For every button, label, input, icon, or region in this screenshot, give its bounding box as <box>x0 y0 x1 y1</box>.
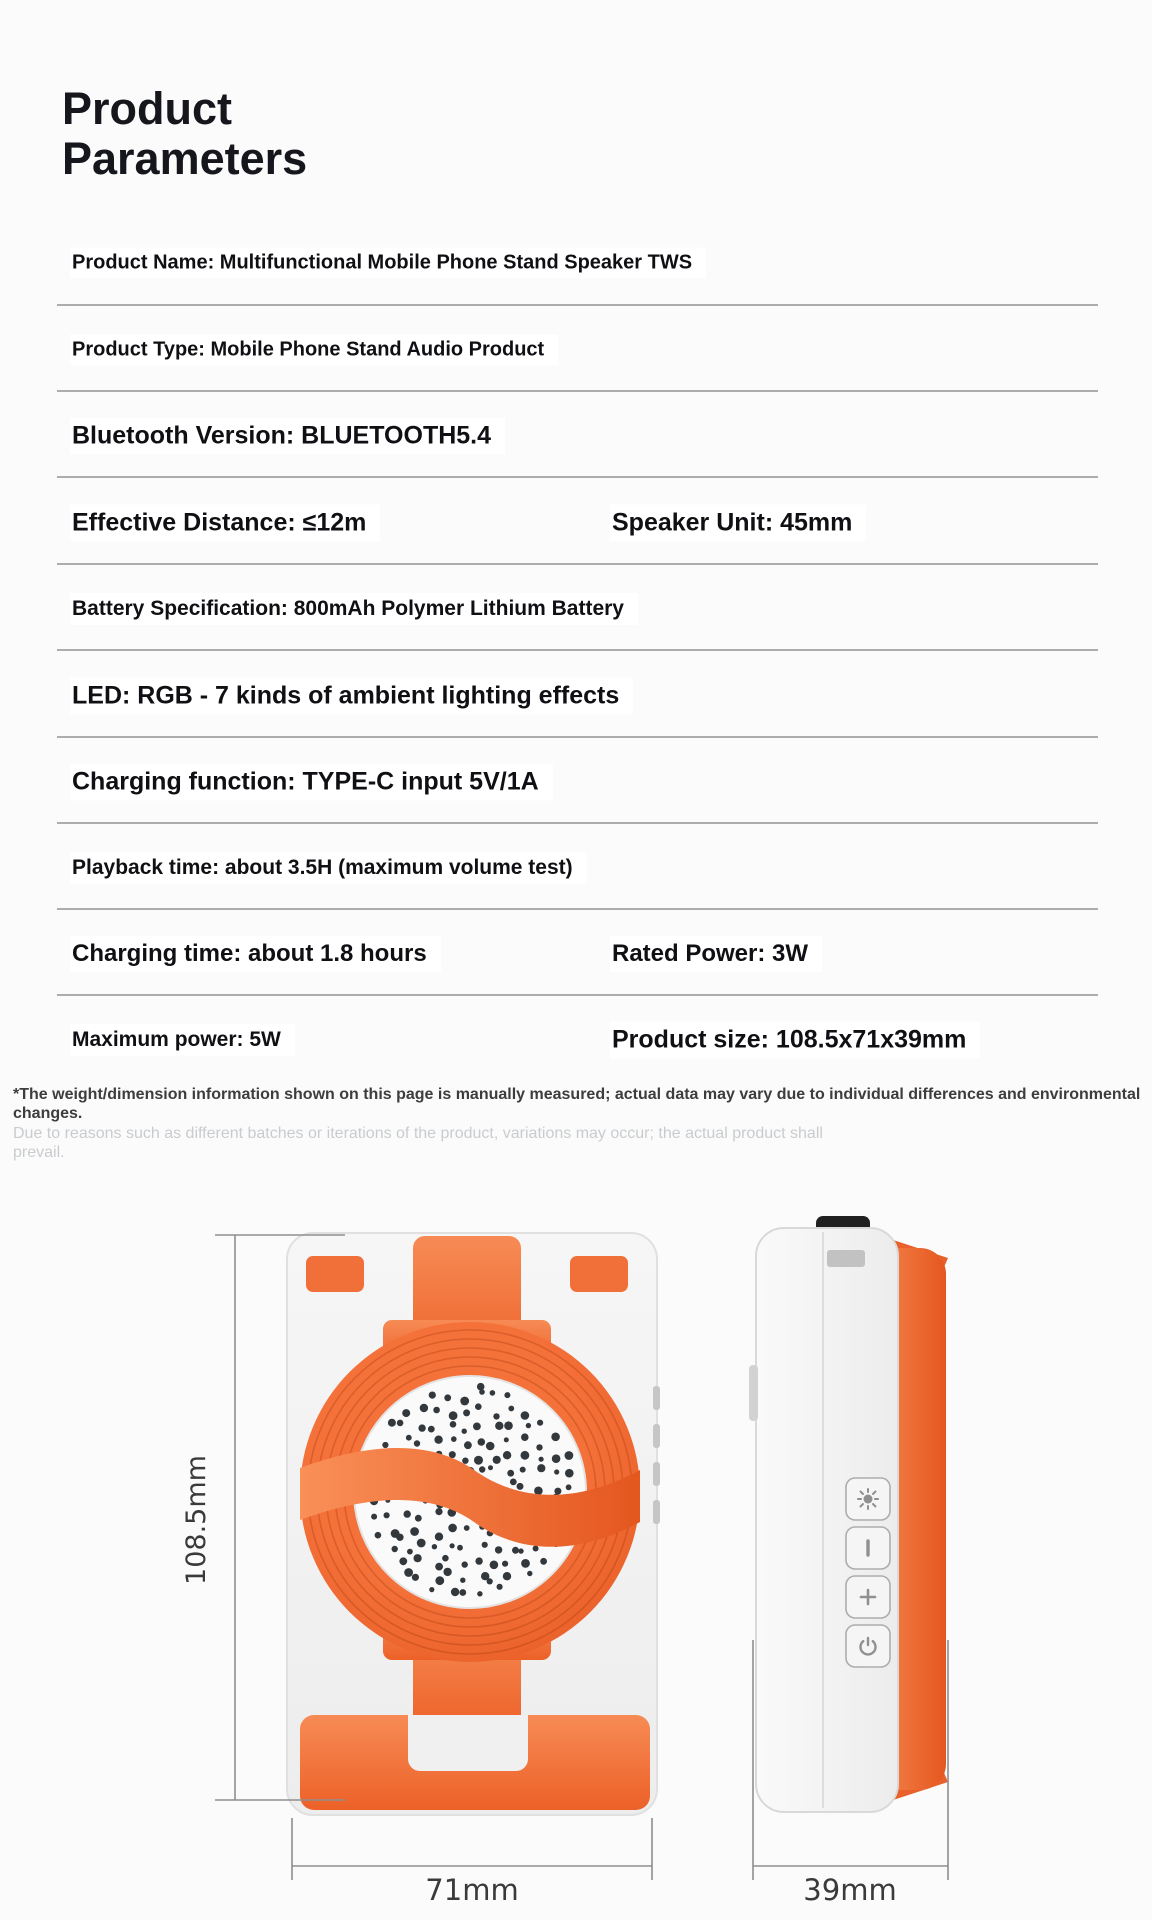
spec-text: Product Type: Mobile Phone Stand Audio Product <box>70 335 558 366</box>
front-kickstand-notch <box>408 1715 528 1771</box>
front-ear-left <box>306 1256 364 1292</box>
divider <box>57 304 1098 306</box>
spec-row-led <box>0 679 1152 713</box>
spec-text: Maximum power: 5W <box>70 1024 295 1056</box>
spec-text: Product size: 108.5x71x39mm <box>610 1022 980 1059</box>
divider <box>57 563 1098 565</box>
height-dimension-label: 108.5mm <box>181 1455 212 1585</box>
divider <box>57 476 1098 478</box>
depth-dimension-label: 39mm <box>803 1873 897 1907</box>
disclaimer-line: prevail. <box>13 1144 65 1161</box>
side-left-tab <box>749 1365 758 1421</box>
spec-text: Battery Specification: 800mAh Polymer Lithium Battery <box>70 593 638 625</box>
product-side-image <box>749 1216 948 1812</box>
disclaimer-line: *The weight/dimension information shown on this page is manually measured; actual data may vary due to individual differences and environmental <box>13 1086 1141 1103</box>
page-title-line1: Product <box>62 83 233 134</box>
spec-text: Bluetooth Version: BLUETOOTH5.4 <box>70 418 505 455</box>
spec-row-bluetooth <box>0 419 1152 453</box>
spec-row-product-name <box>0 246 1152 280</box>
product-front-image <box>287 1233 660 1815</box>
spec-row-max-power <box>0 1023 1152 1057</box>
side-charge-port <box>827 1250 865 1267</box>
spec-text: LED: RGB - 7 kinds of ambient lighting effects <box>70 678 633 715</box>
light-icon <box>858 1489 878 1509</box>
disclaimer-line: changes. <box>13 1105 83 1122</box>
spec-row-product-type <box>0 333 1152 367</box>
spec-row-battery <box>0 592 1152 626</box>
divider <box>57 649 1098 651</box>
spec-text: Charging function: TYPE-C input 5V/1A <box>70 764 553 801</box>
product-dimension-diagram <box>0 1180 1152 1920</box>
spec-row-charging-function <box>0 765 1152 799</box>
divider <box>57 390 1098 392</box>
divider <box>57 908 1098 910</box>
disclaimer-line: Due to reasons such as different batches or iterations of the product, variations may occur; the actual product shall <box>13 1125 823 1142</box>
front-ear-right <box>570 1256 628 1292</box>
spec-text: Charging time: about 1.8 hours <box>70 936 441 972</box>
spec-row-distance <box>0 506 1152 540</box>
spec-text: Playback time: about 3.5H (maximum volume test) <box>70 852 587 884</box>
page-title <box>62 84 307 184</box>
page-title-line2: Parameters <box>62 133 308 184</box>
divider <box>57 736 1098 738</box>
spec-text: Effective Distance: ≤12m <box>70 505 380 542</box>
width-dimension-label: 71mm <box>425 1873 519 1907</box>
divider <box>57 822 1098 824</box>
spec-row-playback <box>0 851 1152 885</box>
spec-row-charging-time <box>0 937 1152 971</box>
divider <box>57 994 1098 996</box>
spec-text: Speaker Unit: 45mm <box>610 505 866 542</box>
spec-text: Rated Power: 3W <box>610 936 822 972</box>
spec-text: Product Name: Multifunctional Mobile Phone Stand Speaker TWS <box>70 248 706 279</box>
